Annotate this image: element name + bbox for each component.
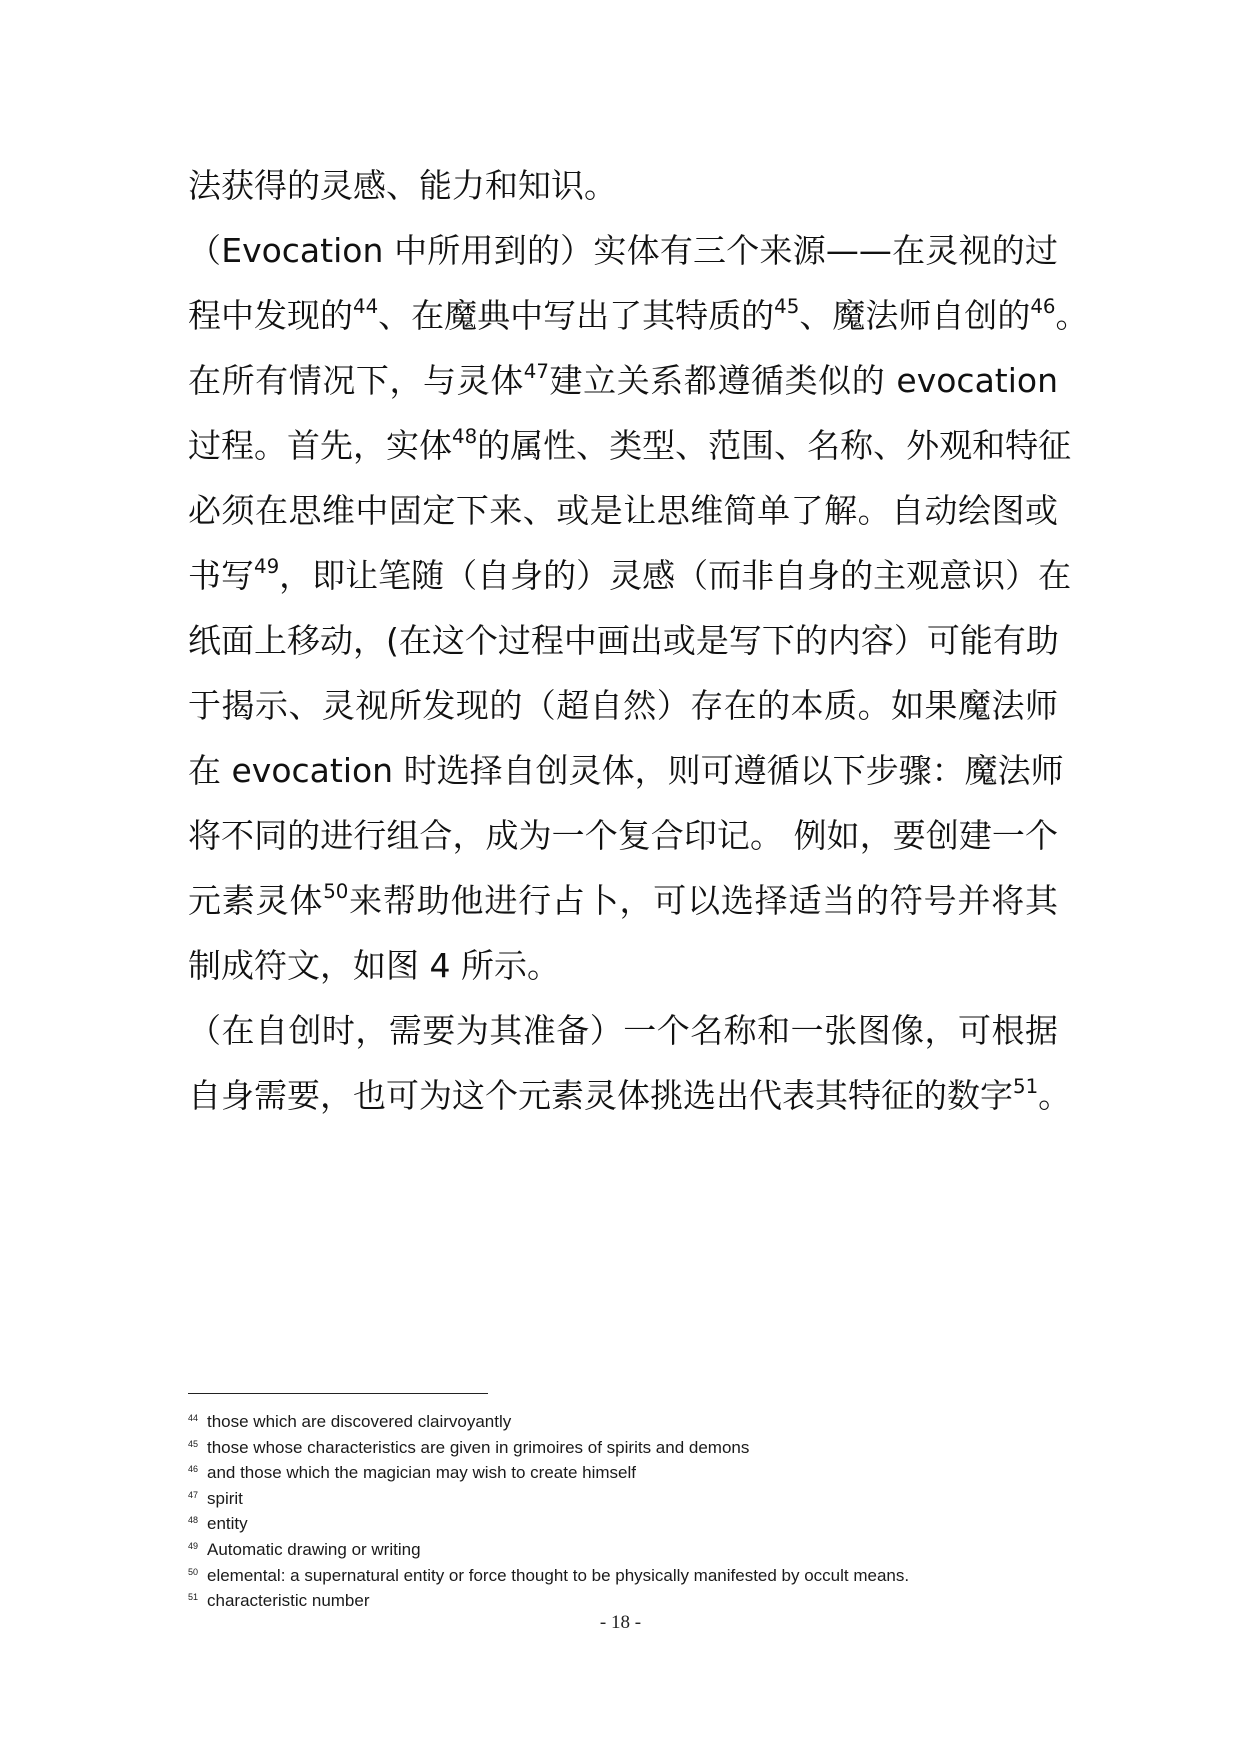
footnote-number: 51 xyxy=(188,1592,199,1603)
page-number: - 18 - xyxy=(599,1612,642,1633)
text-segment: 法获得的灵感、能力和知识。 xyxy=(188,166,617,205)
footnote xyxy=(188,1406,1088,1432)
text-segment: 来帮助他进行占卜，可以选择适当的符号并将其 xyxy=(348,881,1059,920)
text-line xyxy=(188,413,1072,478)
text-segment: 建立关系都遵循类似的 evocation xyxy=(548,361,1059,400)
text-line xyxy=(188,543,1072,608)
footnote-ref[interactable]: 50 xyxy=(323,880,349,904)
footnote-text: elemental: a supernatural entity or force thought to be physically manifested by occult means. xyxy=(207,1565,910,1585)
footnote xyxy=(188,1534,1088,1560)
text-segment: 将不同的进行组合，成为一个复合印记。 例如，要创建一个 xyxy=(188,816,1058,855)
text-line xyxy=(188,738,1064,803)
footnote-text: Automatic drawing or writing xyxy=(207,1539,421,1559)
footnote-text: spirit xyxy=(207,1488,243,1508)
footnote-ref[interactable]: 48 xyxy=(452,425,478,449)
text-segment: 必须在思维中固定下来、或是让思维简单了解。自动绘图或 xyxy=(188,491,1058,530)
footnote xyxy=(188,1560,1088,1586)
footnote-ref[interactable]: 47 xyxy=(523,360,549,384)
footnote-number: 46 xyxy=(188,1464,199,1475)
text-segment: 。 xyxy=(1038,1076,1072,1115)
text-line xyxy=(188,673,1058,738)
footnote-text: those whose characteristics are given in grimoires of spirits and demons xyxy=(207,1437,750,1457)
footnotes xyxy=(188,1406,1088,1611)
footnote-number: 45 xyxy=(188,1438,199,1449)
text-line xyxy=(188,868,1058,933)
text-segment: 元素灵体 xyxy=(188,881,324,920)
footnote-ref[interactable]: 51 xyxy=(1013,1075,1039,1099)
footnote-text: those which are discovered clairvoyantly xyxy=(207,1412,512,1431)
footnote-number: 44 xyxy=(188,1413,199,1423)
footnote xyxy=(188,1483,1088,1509)
text-segment: ，即让笔随（自身的）灵感（而非自身的主观意识）在 xyxy=(279,556,1072,595)
footnote xyxy=(188,1432,1088,1458)
footnote xyxy=(188,1457,1088,1483)
footnote-ref[interactable]: 45 xyxy=(774,295,800,319)
footnote-text: characteristic number xyxy=(207,1591,370,1611)
footnote-text: and those which the magician may wish to create himself xyxy=(207,1463,636,1483)
footnote-divider xyxy=(188,1393,488,1394)
text-segment: 书写 xyxy=(188,556,254,595)
footnote xyxy=(188,1508,1088,1534)
footnote-number: 48 xyxy=(188,1515,199,1526)
footnote-number: 50 xyxy=(188,1566,199,1577)
text-segment: 在 evocation 时选择自创灵体，则可遵循以下步骤：魔法师 xyxy=(188,751,1064,790)
footnote-ref[interactable]: 46 xyxy=(1030,295,1056,319)
footnote-ref[interactable]: 44 xyxy=(353,295,379,319)
footnote-text: entity xyxy=(207,1514,248,1534)
text-line xyxy=(188,608,1058,673)
text-segment: 的属性、类型、范围、名称、外观和特征 xyxy=(477,426,1072,465)
text-segment: 自身需要，也可为这个元素灵体挑选出代表其特征的数字 xyxy=(188,1076,1013,1115)
text-line xyxy=(188,283,1089,348)
text-segment: 纸面上移动，(在这个过程中画出或是写下的内容）可能有助 xyxy=(188,621,1059,660)
footnote-ref[interactable]: 49 xyxy=(254,555,280,579)
text-line xyxy=(188,348,1058,413)
text-line xyxy=(188,478,1058,543)
text-segment: 、魔法师自创的 xyxy=(799,296,1031,335)
text-segment: 、在魔典中写出了其特质的 xyxy=(378,296,775,335)
text-line xyxy=(188,998,1058,1063)
text-segment: （在自创时，需要为其准备）一个名称和一张图像，可根据 xyxy=(188,1011,1058,1050)
text-line xyxy=(188,803,1058,868)
footnote xyxy=(188,1585,1088,1611)
text-line xyxy=(188,153,1058,218)
footnote-number: 49 xyxy=(188,1540,199,1551)
text-line xyxy=(188,218,1058,283)
text-segment: （Evocation 中所用到的）实体有三个来源——在灵视的过 xyxy=(188,231,1058,270)
text-segment: 于揭示、灵视所发现的（超自然）存在的本质。如果魔法师 xyxy=(188,686,1058,725)
text-segment: 在所有情况下，与灵体 xyxy=(188,361,524,400)
text-line xyxy=(188,933,1058,998)
footnote-number: 47 xyxy=(188,1489,199,1500)
text-segment: 过程。首先，实体 xyxy=(188,426,452,465)
text-segment: 。 xyxy=(1055,296,1089,335)
text-segment: 制成符文，如图 4 所示。 xyxy=(188,946,560,985)
main-text xyxy=(188,153,1089,1128)
text-line xyxy=(188,1063,1072,1128)
text-segment: 程中发现的 xyxy=(188,296,353,335)
